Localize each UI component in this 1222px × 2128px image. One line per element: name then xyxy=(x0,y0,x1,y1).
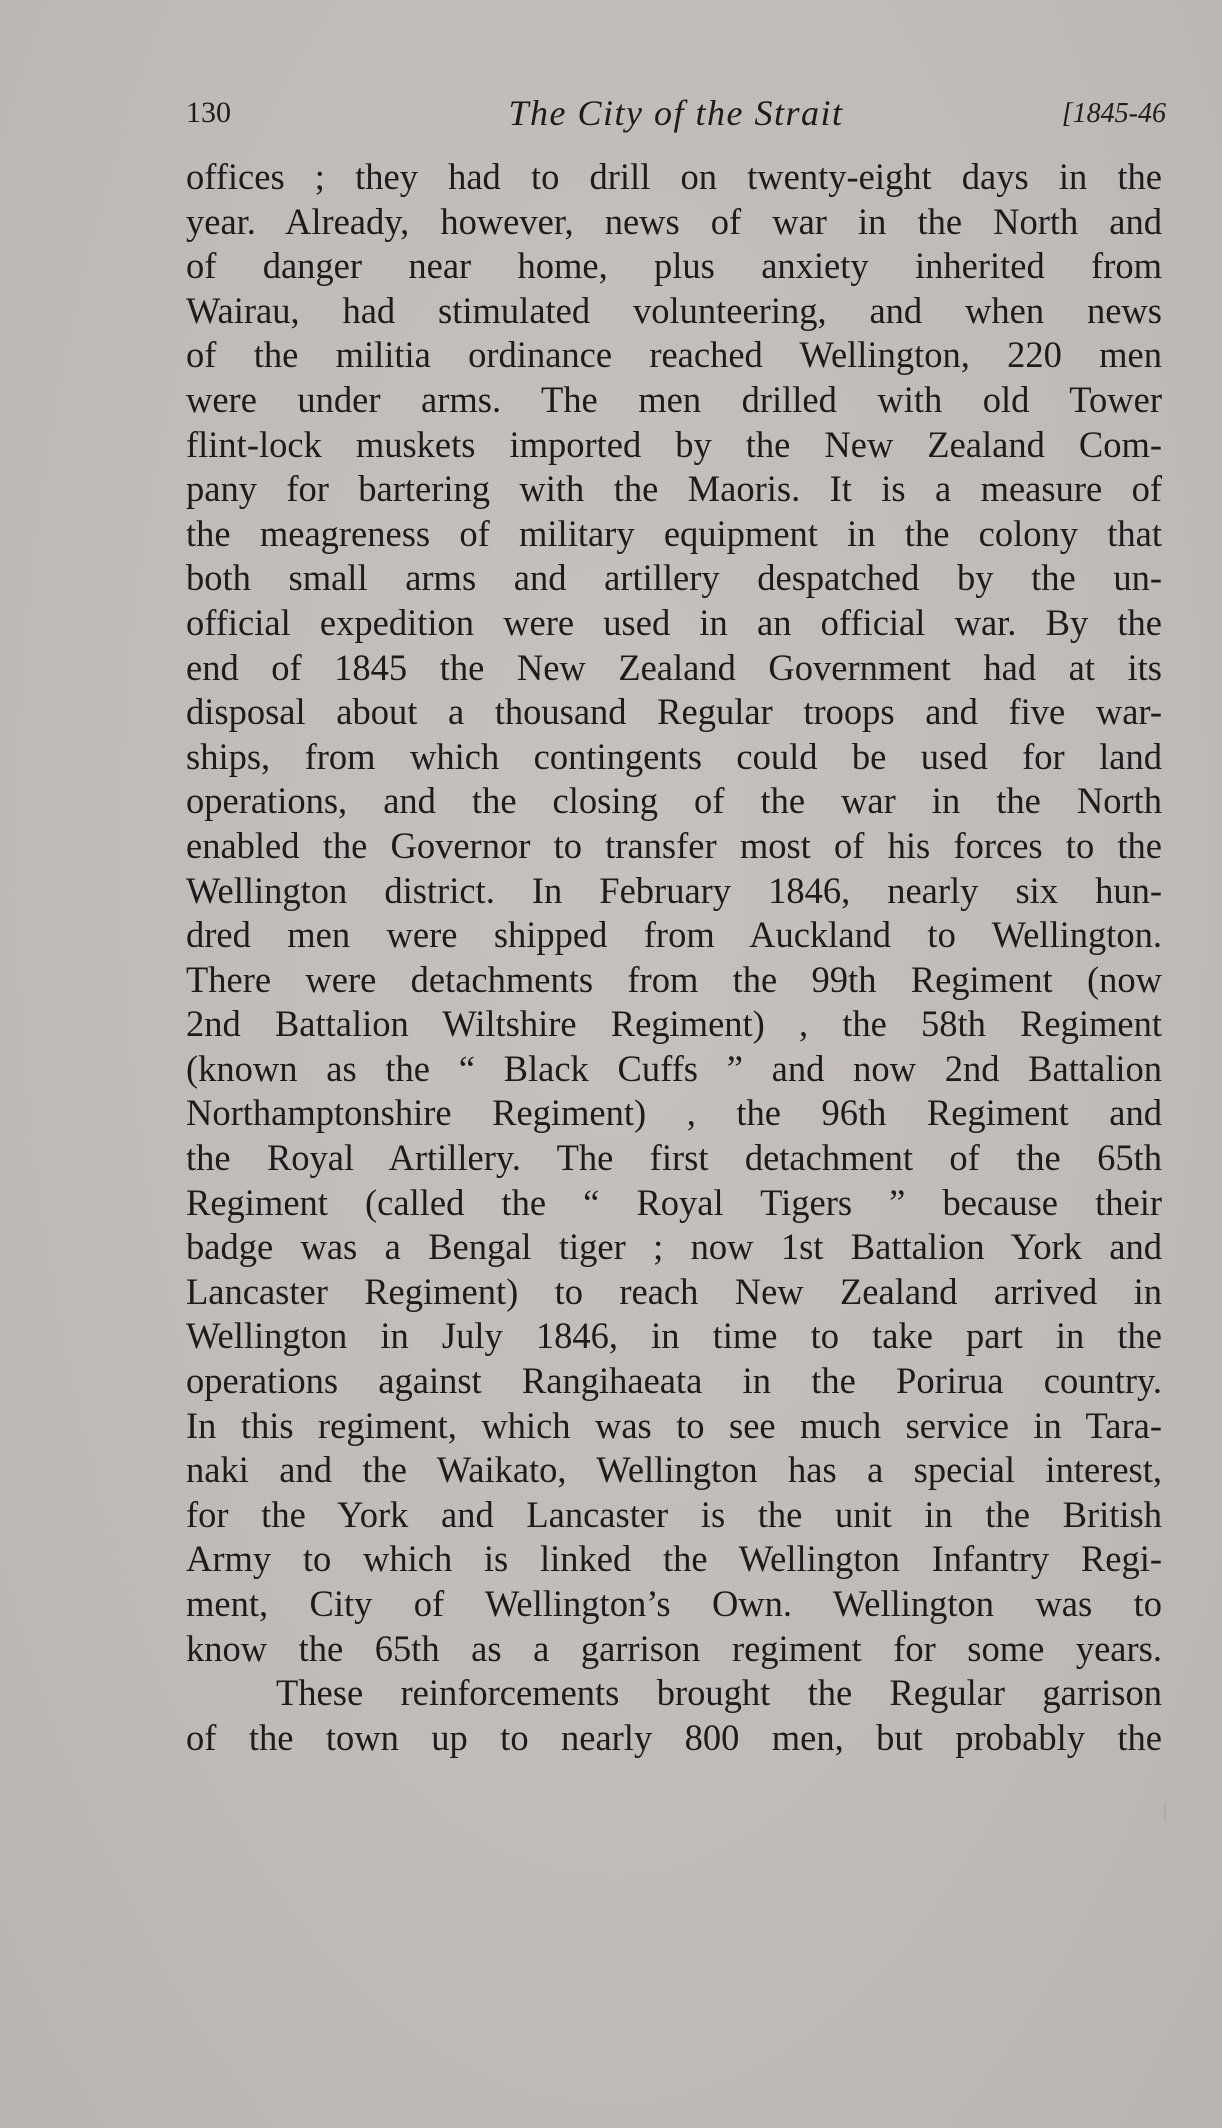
text-line: Regiment (called the “ Royal Tigers ” because their xyxy=(186,1181,1162,1223)
text-line: disposal about a thousand Regular troops and five war- xyxy=(186,691,1162,733)
text-line: (known as the “ Black Cuffs ” and now 2nd Battalion xyxy=(186,1047,1162,1089)
text-line: Wairau, had stimulated volunteering, and when news xyxy=(186,289,1162,331)
text-line: operations, and the closing of the war in the North xyxy=(186,780,1162,822)
text-line: of the town up to nearly 800 men, but probably the xyxy=(186,1716,1162,1758)
running-title: The City of the Strait xyxy=(508,93,844,133)
text-line: of the militia ordinance reached Wellington, 220 men xyxy=(186,334,1162,376)
text-line: official expedition were used in an official war. By the xyxy=(186,601,1162,643)
text-line: flint-lock muskets imported by the New Zealand Com- xyxy=(186,423,1162,465)
text-line: for the York and Lancaster is the unit in the British xyxy=(186,1493,1162,1535)
text-line: In this regiment, which was to see much service in Tara- xyxy=(186,1404,1162,1446)
text-line: naki and the Waikato, Wellington has a special interest, xyxy=(186,1449,1162,1491)
paper-speck xyxy=(1164,1805,1166,1819)
text-line: pany for bartering with the Maoris. It is a measure of xyxy=(186,468,1162,510)
text-line: offices ; they had to drill on twenty-eight days in the xyxy=(186,156,1162,197)
text-line: enabled the Governor to transfer most of his forces to the xyxy=(186,824,1162,866)
page-number: 130 xyxy=(186,96,231,129)
text-line: Lancaster Regiment) to reach New Zealand arrived in xyxy=(186,1270,1162,1312)
text-line: year. Already, however, news of war in the North and xyxy=(186,200,1162,242)
text-line: ment, City of Wellington’s Own. Wellington was to xyxy=(186,1583,1162,1624)
text-line: Wellington in July 1846, in time to take part in the xyxy=(186,1315,1162,1357)
text-line: Northamptonshire Regiment) , the 96th Regiment and xyxy=(186,1092,1162,1134)
text-line: dred men were shipped from Auckland to Wellington. xyxy=(186,914,1162,956)
text-line: know the 65th as a garrison regiment for some years. xyxy=(186,1627,1162,1669)
text-line: There were detachments from the 99th Regiment (now xyxy=(186,958,1162,1000)
text-line: the meagreness of military equipment in the colony that xyxy=(186,512,1162,554)
text-line: end of 1845 the New Zealand Government had at its xyxy=(186,646,1162,688)
running-head xyxy=(186,92,1166,142)
text-line: ships, from which contingents could be used for land xyxy=(186,735,1162,777)
text-line: Army to which is linked the Wellington Infantry Regi- xyxy=(186,1538,1162,1580)
text-line: Wellington district. In February 1846, nearly six hun- xyxy=(186,869,1162,911)
paragraph-first-line: These reinforcements brought the Regular garrison xyxy=(276,1672,1162,1714)
text-line: operations against Rangihaeata in the Porirua country. xyxy=(186,1360,1162,1402)
text-line: the Royal Artillery. The first detachment of the 65th xyxy=(186,1137,1162,1179)
body-text xyxy=(186,155,1162,1760)
text-line: of danger near home, plus anxiety inherited from xyxy=(186,245,1162,287)
text-line: both small arms and artillery despatched by the un- xyxy=(186,557,1162,599)
text-line: were under arms. The men drilled with old Tower xyxy=(186,378,1162,420)
text-line: badge was a Bengal tiger ; now 1st Battalion York and xyxy=(186,1226,1162,1268)
text-line: 2nd Battalion Wiltshire Regiment) , the 58th Regiment xyxy=(186,1003,1162,1045)
year-range: [1845-46 xyxy=(1061,98,1166,129)
